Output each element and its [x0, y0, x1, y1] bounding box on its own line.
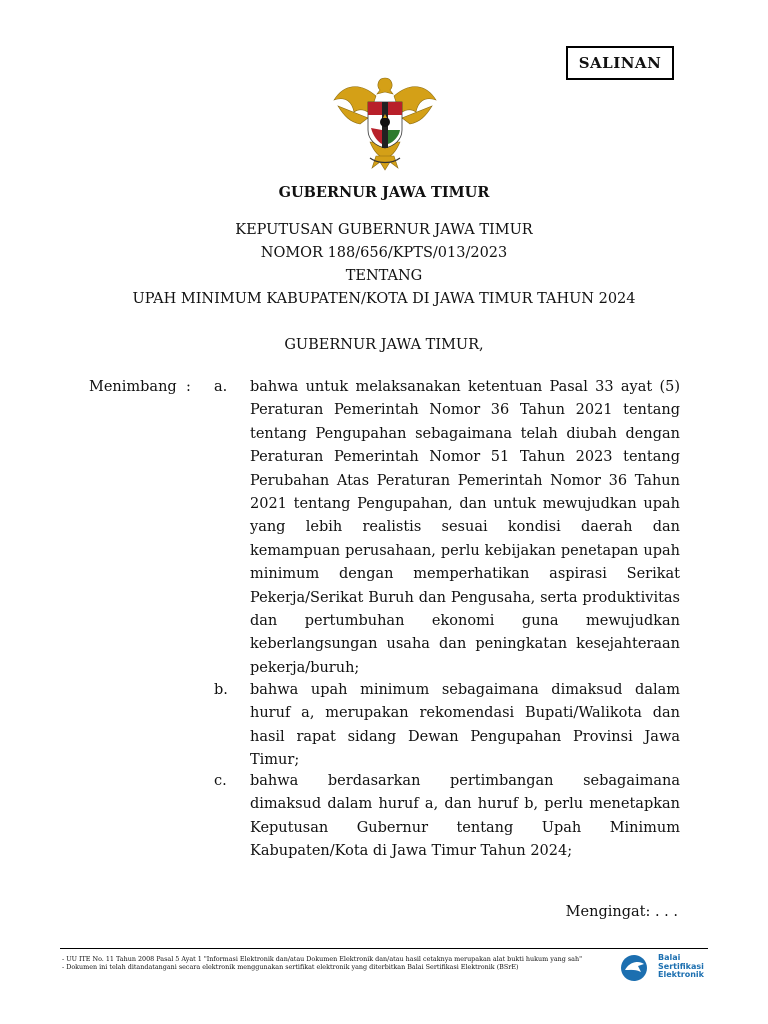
item-text-b: bahwa upah minimum sebagaimana dimaksud dalam huruf a, merupakan rekomendasi Bupati/Walikota dan hasil rapat sidang Dewan Pengupahan Provinsi Jawa Timur;: [250, 682, 680, 769]
salinan-stamp: SALINAN: [566, 46, 674, 80]
item-letter-b: b.: [214, 682, 228, 698]
footnote-bsre: - Dokumen ini telah ditandatangani secara elektronik menggunakan sertifikat elektronik yang diterbitkan Balai Sertifikasi Elektronik (BSrE): [62, 963, 519, 971]
item-letter-a: a.: [214, 379, 228, 395]
considering-colon: :: [186, 379, 191, 395]
item-text-a: bahwa untuk melaksanakan ketentuan Pasal 33 ayat (5) Peraturan Pemerintah Nomor 36 Tahun 2021 tentang tentang Pengupahan sebagaimana telah diubah dengan Peraturan Pemerintah Nomor 51 Tahun 2023 tentang Perubahan Atas Peraturan Pemerintah Nomor 36 Tahun 2021 tentang Pengupahan, dan untuk mewujudkan upah yang lebih realistis sesuai kondisi daerah dan kemampuan perusahaan, perlu kebijakan penetapan upah minimum dengan memperhatikan aspirasi Serikat Pekerja/Serikat Buruh dan Pengusaha, serta produktivitas dan pertumbuhan ekonomi guna mewujudkan keberlangsungan usaha dan peningkatan kesejahteraan pekerja/buruh;: [250, 379, 680, 676]
garuda-emblem-icon: [330, 72, 440, 174]
issuer-title: GUBERNUR JAWA TIMUR: [278, 184, 490, 201]
item-letter-c: c.: [214, 773, 227, 789]
decree-number: NOMOR 188/656/KPTS/013/2023: [260, 245, 508, 261]
item-text-c: bahwa berdasarkan pertimbangan sebagaimana dimaksud dalam huruf a, dan huruf b, perlu menetapkan Keputusan Gubernur tentang Upah Minimum Kabupaten/Kota di Jawa Timur Tahun 2024;: [250, 773, 680, 860]
footnote-uu-ite: - UU ITE No. 11 Tahun 2008 Pasal 5 Ayat 1 "Informasi Elektronik dan/atau Dokumen Elektronik dan/atau hasil cetaknya merupakan alat bukti hukum yang sah": [62, 955, 583, 963]
bsre-logo-text: Balai Sertifikasi Elektronik: [658, 953, 704, 980]
decree-about: TENTANG: [345, 268, 423, 284]
decree-title: KEPUTUSAN GUBERNUR JAWA TIMUR: [235, 222, 533, 238]
considering-label: Menimbang: [89, 379, 177, 395]
footer-divider: [60, 948, 708, 949]
decree-subject: UPAH MINIMUM KABUPATEN/KOTA DI JAWA TIMUR TAHUN 2024: [132, 291, 636, 307]
continuation-mengingat: Mengingat: . . .: [565, 904, 678, 920]
governor-heading: GUBERNUR JAWA TIMUR,: [284, 337, 484, 353]
